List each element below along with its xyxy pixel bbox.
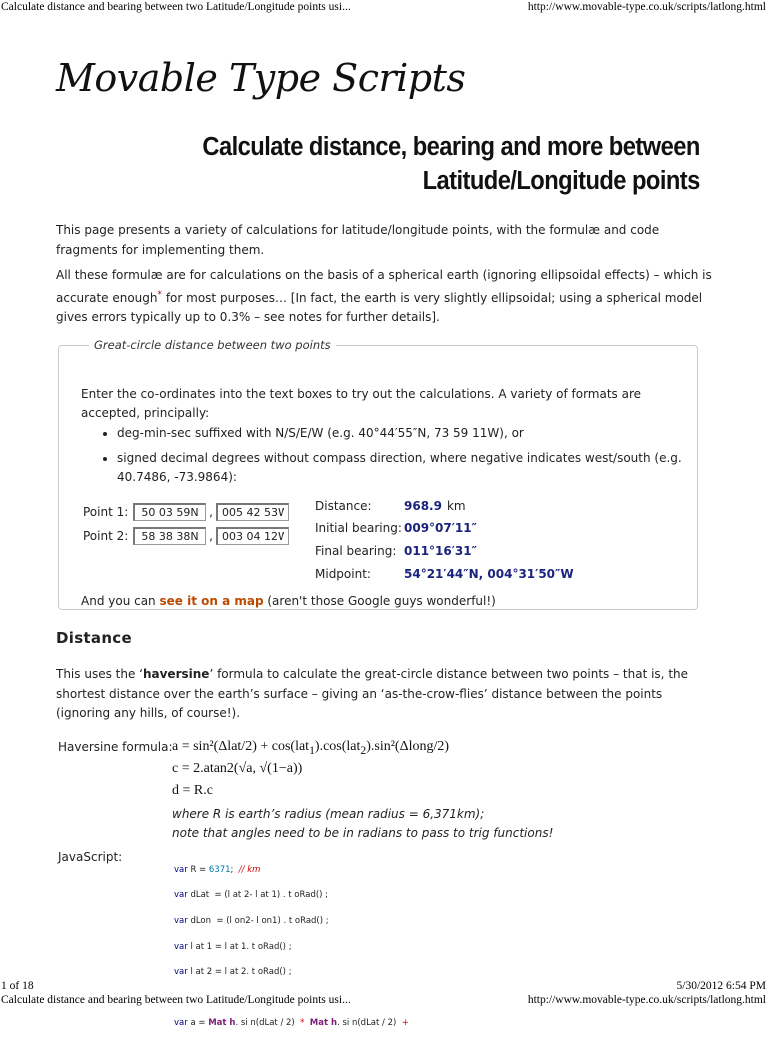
print-datetime: 5/30/2012 6:54 PM [676, 980, 766, 992]
page-title-line1: Calculate distance, bearing and more between [202, 133, 700, 161]
site-title[interactable]: Movable Type Scripts [56, 56, 466, 100]
footnote-star-link[interactable]: * [157, 289, 163, 300]
code-line-4-text: l at 1 = l at 1. t oRad() ; [190, 941, 292, 952]
distance-label: Distance: [315, 499, 372, 513]
map-line [81, 594, 496, 608]
distance-p-a: This uses the ‘ [56, 667, 143, 681]
see-on-map-link[interactable]: see it on a map [159, 594, 264, 608]
code-line-4 [174, 941, 409, 954]
print-footer [0, 980, 768, 1024]
code-line-6-a: a = [190, 1018, 209, 1029]
haversine-formula-label: Haversine formula: [58, 740, 173, 754]
point1-lat-input[interactable] [133, 503, 206, 521]
initial-bearing-label: Initial bearing: [315, 521, 402, 535]
page-title-line2: Latitude/Longitude points [422, 167, 700, 195]
point2-separator: , [209, 529, 213, 543]
code-r-semicolon: ; [230, 864, 234, 875]
point1-lon-input[interactable] [216, 503, 289, 521]
page-number: 1 of 18 [1, 980, 34, 992]
code-line-2-text: dLat = (l at 2- l at 1) . t oRad() ; [190, 890, 329, 901]
map-prefix: And you can [81, 594, 160, 608]
code-keyword: var [174, 890, 188, 901]
code-line-5 [174, 966, 409, 979]
final-bearing-label: Final bearing: [315, 544, 397, 558]
code-line-2 [174, 889, 409, 902]
point1-separator: , [209, 505, 213, 519]
format-list [81, 424, 712, 493]
format-item-dms: • deg-min-sec suffixed with N/S/E/W (e.g. 40°44′55″N, 73 59 11W), or [117, 424, 712, 443]
code-line-3-text: dLon = (l on2- l on1) . t oRad() ; [190, 915, 329, 926]
code-keyword: var [174, 967, 188, 978]
print-header-url: http://www.movable-type.co.uk/scripts/latlong.html [527, 1, 766, 13]
map-suffix: (aren't those Google guys wonderful!) [263, 594, 496, 608]
initial-bearing-result [315, 518, 477, 538]
distance-calculator [58, 338, 698, 610]
haversine-formula-d: d = R.c [172, 783, 213, 798]
midpoint-value: 54°21′44″N, 004°31′50″W [404, 567, 574, 581]
code-plus-op: + [401, 1018, 409, 1029]
format-item-decimal: • signed decimal degrees without compass direction, where negative indicates west/south (e.g. 40.7486, -73.9864): [117, 449, 712, 487]
print-header-title: Calculate distance and bearing between two Latitude/Longitude points usi... [1, 1, 351, 13]
code-line-6-b: . si n(dLat / 2) [235, 1018, 295, 1029]
intro-p2-text-a: All these formulæ are for calculations on the basis of a spherical earth (ignoring ellipsoidal effects) – which is accurate enough [56, 268, 712, 305]
intro-paragraph-1: This page presents a variety of calculations for latitude/longitude points, with the formulæ and code fragments for implementing them. [56, 223, 660, 257]
javascript-label: JavaScript: [58, 850, 123, 864]
point2-lon-input[interactable] [216, 527, 289, 545]
print-header [0, 1, 768, 15]
point2-label: Point 2: [83, 529, 129, 543]
haversine-term: haversine [142, 667, 210, 681]
code-r-comment: // km [238, 864, 261, 875]
intro-paragraph-2 [56, 266, 716, 328]
point2-lat-input[interactable] [133, 527, 206, 545]
code-math-object: Mat h [208, 1018, 236, 1029]
distance-unit: km [446, 499, 466, 513]
haversine-formula-c: c = 2.atan2(√a, √(1−a)) [172, 761, 303, 776]
distance-heading: Distance [56, 629, 132, 647]
radius-note: where R is earth’s radius (mean radius = 6,371km); [172, 807, 485, 821]
code-keyword: var [174, 864, 188, 875]
code-line-3 [174, 915, 409, 928]
point2-row [83, 526, 289, 546]
calculator-legend: Great-circle distance between two points [94, 338, 331, 352]
point1-label: Point 1: [83, 505, 129, 519]
final-bearing-value: 011°16′31″ [404, 544, 477, 558]
code-line-1 [174, 864, 409, 877]
point1-row [83, 502, 289, 522]
print-footer-url: http://www.movable-type.co.uk/scripts/latlong.html [527, 994, 766, 1006]
code-math-object: Mat h [309, 1018, 338, 1029]
distance-p-b: ’ formula to calculate the great-circle distance between two points – that is, the shortest distance over the earth’s surface – giving an ‘as-the-crow-flies’ distance between the points (ignoring any hills, of course!). [56, 667, 689, 720]
initial-bearing-value: 009°07′11″ [404, 521, 477, 535]
distance-paragraph [56, 665, 716, 724]
page-title [203, 130, 700, 198]
final-bearing-result [315, 541, 477, 561]
code-keyword: var [174, 915, 188, 926]
calculator-instructions: Enter the co-ordinates into the text boxes to try out the calculations. A variety of formats are accepted, principally: [81, 387, 642, 420]
code-line-5-text: l at 2 = l at 2. t oRad() ; [190, 967, 292, 978]
haversine-formula-a: a = sin²(Δlat/2) + cos(lat$_1$).cos(lat$_2$).sin²(Δlong/2) [172, 739, 450, 757]
intro-p2-text-b: for most purposes… [In fact, the earth is very slightly ellipsoidal; using a spherical model gives errors typically up to 0.3% – see notes for further details]. [56, 290, 703, 324]
midpoint-result [315, 564, 574, 584]
code-multiply-op: * [300, 1018, 305, 1029]
code-keyword: var [174, 941, 188, 952]
midpoint-label: Midpoint: [315, 567, 371, 581]
code-line-6-c: . si n(dLat / 2) [337, 1018, 397, 1029]
distance-value: 968.9 [404, 499, 442, 513]
code-keyword: var [174, 1018, 188, 1029]
code-r-number: 6371 [208, 864, 231, 875]
print-footer-title: Calculate distance and bearing between two Latitude/Longitude points usi... [1, 994, 351, 1006]
code-r-name: R = [190, 864, 209, 875]
radians-note: note that angles need to be in radians to pass to trig functions! [172, 826, 554, 840]
distance-result [315, 496, 466, 516]
